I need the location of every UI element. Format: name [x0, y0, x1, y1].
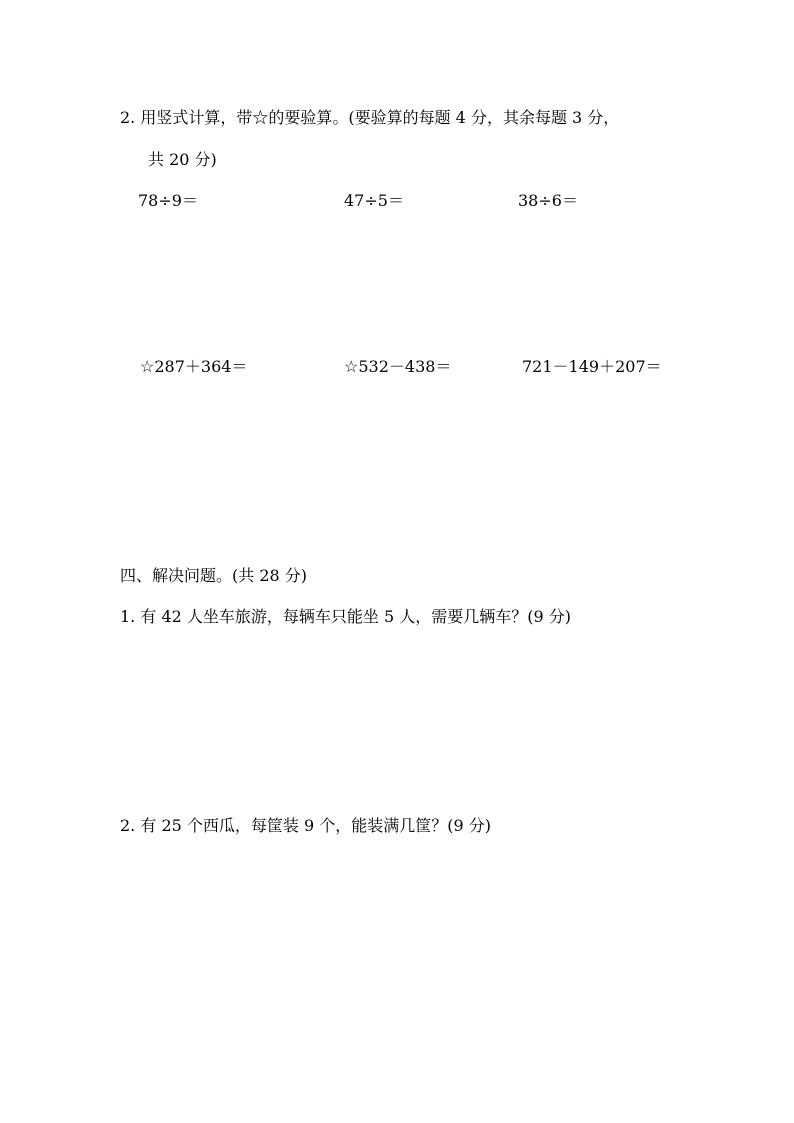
- question-2-instruction-line2: 共 20 分): [148, 150, 217, 169]
- section-4-title: 四、解决问题。(共 28 分): [120, 566, 308, 585]
- calculation-item-5: ☆532－438＝: [344, 357, 452, 376]
- calculation-item-3: 38÷6＝: [518, 191, 578, 210]
- calculation-item-1: 78÷9＝: [138, 191, 198, 210]
- calculation-item-4: ☆287＋364＝: [140, 357, 248, 376]
- calculation-item-2: 47÷5＝: [344, 191, 404, 210]
- problem-1-text: 1. 有 42 人坐车旅游，每辆车只能坐 5 人，需要几辆车？(9 分): [120, 607, 571, 626]
- problem-2-text: 2. 有 25 个西瓜，每筐装 9 个，能装满几筐？(9 分): [120, 816, 491, 835]
- calculation-item-6: 721－149＋207＝: [522, 357, 662, 376]
- question-2-instruction-line1: 2. 用竖式计算，带☆的要验算。(要验算的每题 4 分，其余每题 3 分，: [120, 108, 620, 127]
